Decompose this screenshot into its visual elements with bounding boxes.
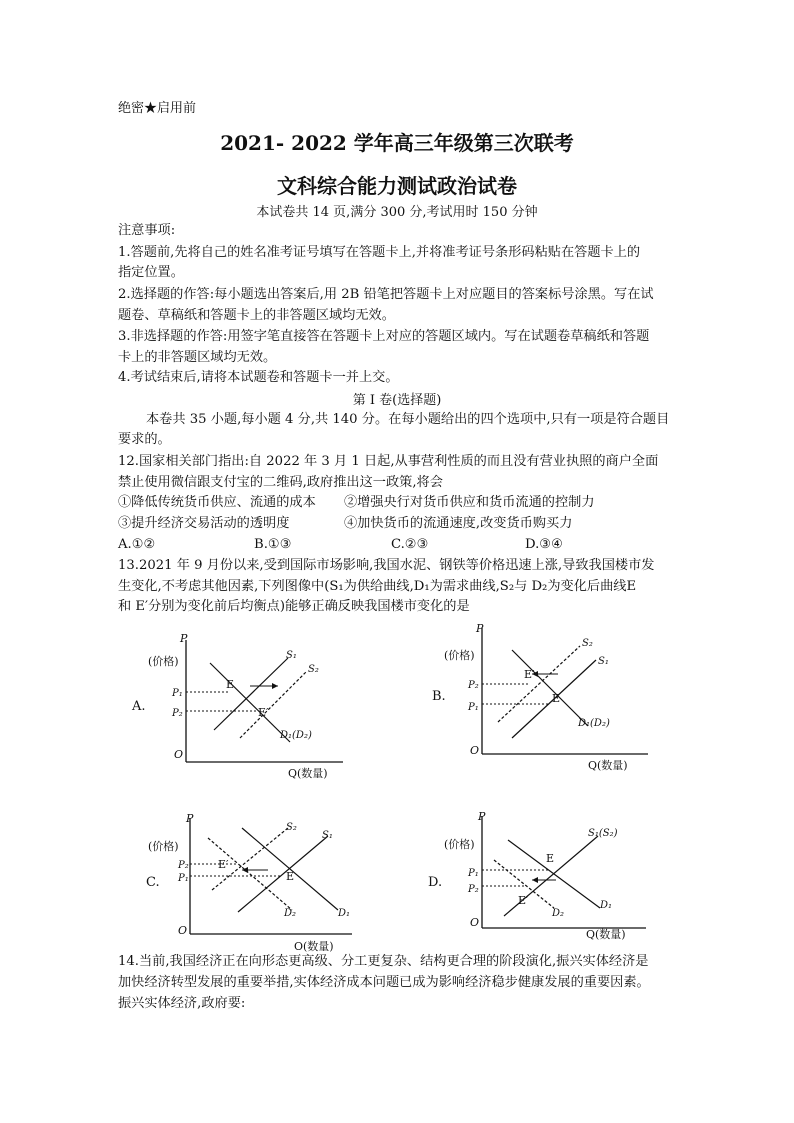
q12-statement-1: ①降低传统货币供应、流通的成本	[118, 495, 316, 510]
s2-label: S₂	[286, 822, 297, 833]
question-13-stem: 13.2021 年 9 月份以来,受到国际市场影响,我国水泥、钢铁等价格迅速上涨,导致我国楼市发	[118, 558, 655, 573]
notes-heading: 注意事项:	[118, 223, 176, 238]
question-14-stem: 加快经济转型发展的重要举措,实体经济成本问题已成为影响经济稳步健康发展的重要因素。	[118, 975, 650, 990]
axis-x-label: Q(数量)	[288, 767, 328, 780]
demand-label: D₁(D₂)	[280, 730, 312, 741]
option-b-label: B.	[432, 689, 446, 704]
q12-statement-2: ②增强央行对货币供应和货币流通的控制力	[344, 495, 595, 510]
section-intro: 要求的。	[118, 432, 171, 447]
d1-label: D₁	[600, 900, 613, 911]
exam-subject-title: 文科综合能力测试政治试卷	[277, 174, 517, 198]
d2-label: D₂	[284, 908, 297, 919]
origin-label: O	[470, 744, 480, 757]
option-c-label: C.	[146, 875, 160, 890]
note-line: 3.非选择题的作答:用签字笔直接答在答题卡上对应的答题区域内。写在试题卷草稿纸和答题	[118, 329, 650, 344]
note-line: 4.考试结束后,请将本试题卷和答题卡一并上交。	[118, 370, 399, 385]
note-line: 1.答题前,先将自己的姓名准考证号填写在答题卡上,并将准考证号条形码粘贴在答题卡上的	[118, 245, 641, 260]
question-14-stem: 14.当前,我国经济正在向形态更高级、分工更复杂、结构更合理的阶段演化,振兴实体经济是	[118, 954, 649, 969]
axis-y-label: P	[476, 622, 484, 635]
price-label: (价格)	[148, 655, 179, 668]
question-12-stem: 12.国家相关部门指出:自 2022 年 3 月 1 日起,从事营利性质的而且没有营业执照的商户全面	[118, 454, 659, 469]
demand-curve-d2	[208, 838, 295, 910]
s2-label: S₂	[308, 664, 319, 675]
point-e-prime-label: E′	[518, 894, 529, 907]
p2-label: P₂	[178, 860, 189, 871]
p1-label: P₁	[468, 702, 479, 713]
origin-label: O	[470, 916, 480, 929]
q12-choice-d[interactable]: D.③④	[525, 537, 563, 552]
p2-label: P₂	[468, 680, 479, 691]
demand-label: D₁(D₂)	[578, 718, 610, 729]
s1-label: S₁	[322, 830, 333, 841]
axis-y-label: P	[186, 814, 194, 825]
origin-label: O	[174, 748, 184, 761]
question-13-stem: 生变化,不考虑其他因素,下列图像中(S₁为供给曲线,D₁为需求曲线,S₂与 D₂为变化后曲线E	[118, 579, 637, 594]
arrow-head-icon	[532, 877, 538, 883]
s2-label: S₂	[582, 638, 593, 649]
axis-y-label: P	[478, 812, 486, 823]
point-e-label: E	[286, 870, 295, 883]
q12-choice-a[interactable]: A.①②	[118, 537, 156, 552]
demand-curve	[210, 663, 290, 742]
note-line: 2.选择题的作答:每小题选出答案后,用 2B 铅笔把答题卡上对应题目的答案标号涂黑。写在试	[118, 287, 654, 302]
s1-label: S₁	[286, 650, 297, 661]
note-line: 题卷、草稿纸和答题卡上的非答题区域均无效。	[118, 308, 395, 323]
axis-y-label: P	[180, 632, 188, 645]
option-d-label: D.	[428, 875, 443, 890]
axis-x-label: Q(数量)	[588, 759, 628, 772]
p1-label: P₁	[172, 688, 183, 699]
point-e-label: E	[546, 852, 555, 865]
question-12-stem: 禁止使用微信跟支付宝的二维码,政府推出这一政策,将会	[118, 475, 443, 490]
price-label: (价格)	[444, 838, 475, 851]
supply-label: S₁(S₂)	[588, 828, 618, 839]
exam-title: 2021- 2022 学年高三年级第三次联考	[220, 131, 574, 155]
option-a-label: A.	[132, 699, 146, 714]
p1-label: P₁	[178, 873, 189, 884]
question-13-stem: 和 E′分别为变化前后均衡点)能够正确反映我国楼市变化的是	[118, 599, 470, 614]
supply-curve-s1	[238, 836, 328, 912]
q12-choice-b[interactable]: B.①③	[254, 537, 292, 552]
axis-x-label: O(数量)	[294, 940, 334, 953]
section-title: 第 I 卷(选择题)	[352, 393, 442, 408]
point-e-prime-label: E′	[218, 858, 229, 871]
secret-label: 绝密★启用前	[118, 101, 197, 116]
point-e-label: E	[226, 678, 235, 691]
point-e-prime-label: E′	[524, 668, 535, 681]
chart-option-d[interactable]	[424, 812, 664, 952]
p2-label: P₂	[172, 708, 183, 719]
chart-option-c[interactable]	[142, 814, 382, 954]
origin-label: O	[178, 924, 188, 937]
point-e-label: E	[552, 692, 561, 705]
axis-x-label: Q(数量)	[586, 928, 626, 941]
chart-option-a[interactable]	[128, 630, 368, 780]
chart-option-b[interactable]	[428, 622, 668, 772]
q12-choice-c[interactable]: C.②③	[391, 537, 429, 552]
section-intro: 本卷共 35 小题,每小题 4 分,共 140 分。在每小题给出的四个选项中,只有一项是符合题目	[146, 412, 670, 427]
p2-label: P₂	[468, 884, 479, 895]
q12-statement-4: ④加快货币的流通速度,改变货币购买力	[344, 516, 573, 531]
supply-curve-s2	[240, 672, 306, 738]
s1-label: S₁	[598, 656, 609, 667]
note-line: 指定位置。	[118, 265, 184, 280]
question-14-stem: 振兴实体经济,政府要:	[118, 996, 246, 1011]
q12-statement-3: ③提升经济交易活动的透明度	[118, 516, 290, 531]
exam-info: 本试卷共 14 页,满分 300 分,考试用时 150 分钟	[256, 205, 538, 220]
demand-curve	[512, 650, 588, 726]
price-label: (价格)	[148, 840, 179, 853]
price-label: (价格)	[444, 649, 475, 662]
d2-label: D₂	[552, 908, 565, 919]
note-line: 卡上的非答题区域均无效。	[118, 350, 277, 365]
arrow-head-icon	[272, 683, 278, 689]
supply-curve-s1	[214, 658, 288, 730]
d1-label: D₁	[338, 908, 351, 919]
p1-label: P₁	[468, 868, 479, 879]
point-e-prime-label: E′	[258, 706, 269, 719]
